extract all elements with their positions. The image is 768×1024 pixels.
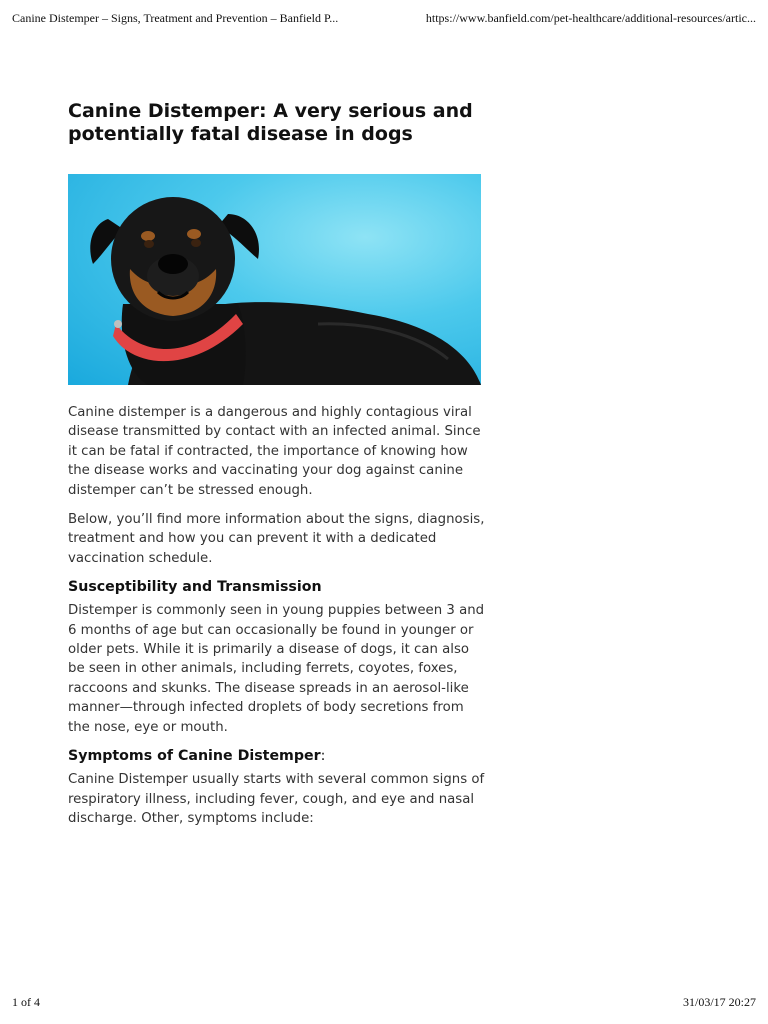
- print-header-title: Canine Distemper – Signs, Treatment and Prevention – Banfield P...: [12, 11, 339, 25]
- rottweiler-illustration: [68, 174, 481, 385]
- hero-image-rottweiler: [68, 174, 481, 385]
- page-number: 1 of 4: [12, 995, 40, 1009]
- section-heading-symptoms: [68, 746, 488, 766]
- article-title: Canine Distemper: A very serious and potentially fatal disease in dogs: [68, 100, 473, 145]
- section-heading-symptoms-text: Symptoms of Canine Distemper: [68, 748, 321, 765]
- section-heading-symptoms-colon: :: [320, 748, 326, 765]
- intro-paragraph-2: Below, you’ll find more information about the signs, diagnosis, treatment and how you can prevent it with a dedicated vaccination schedule.: [68, 512, 485, 566]
- print-datetime: 31/03/17 20:27: [682, 995, 756, 1009]
- section-heading-susceptibility: Susceptibility and Transmission: [68, 579, 322, 596]
- intro-paragraph-1: Canine distemper is a dangerous and highly contagious viral disease transmitted by contact with an infected animal. Since it can be fatal if contracted, the importance of knowing how the disease works and vaccinating your dog against canine distemper can’t be stressed enough.: [68, 405, 481, 498]
- section-body-susceptibility: Distemper is commonly seen in young puppies between 3 and 6 months of age but can occasionally be found in younger or older pets. While it is primarily a disease of dogs, it can also be seen in other animals, including ferrets, coyotes, foxes, raccoons and skunks. The disease spreads in an aerosol-like manner—through infected droplets of body secretions from the nose, eye or mouth.: [68, 603, 485, 735]
- article: [68, 100, 488, 828]
- print-header-url: https://www.banfield.com/pet-healthcare/additional-resources/artic...: [425, 11, 756, 25]
- section-body-symptoms: Canine Distemper usually starts with several common signs of respiratory illness, including fever, cough, and eye and nasal discharge. Other, symptoms include:: [68, 772, 485, 826]
- print-footer: [12, 995, 756, 1010]
- print-header: [12, 11, 756, 26]
